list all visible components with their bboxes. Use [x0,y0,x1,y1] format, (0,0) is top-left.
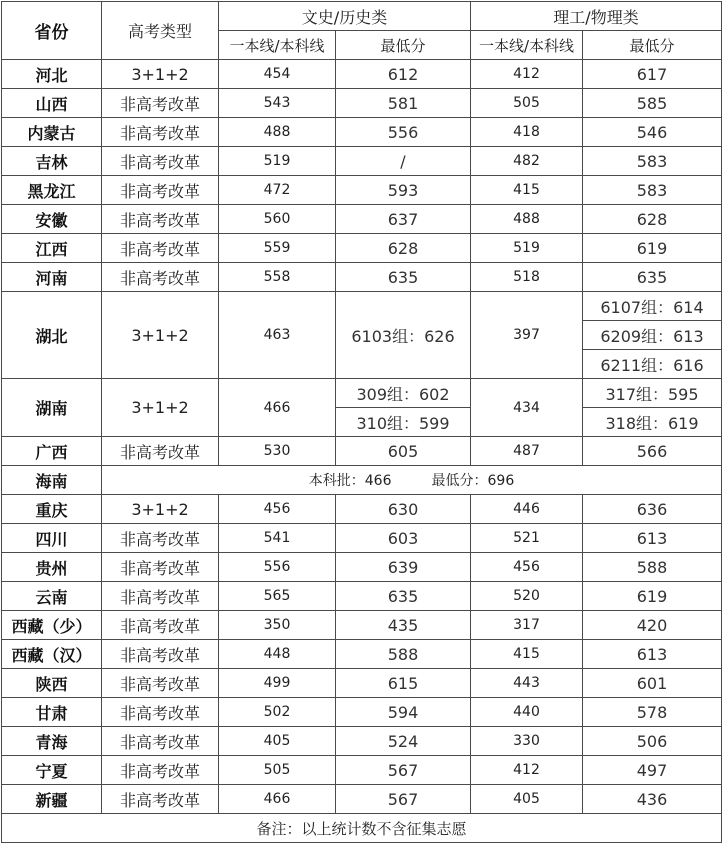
arts-line-header: 一本线/本科线 [219,31,336,60]
exam-type-cell: 非高考改革 [102,176,219,205]
arts-line-cell: 466 [219,785,336,814]
province-cell: 青海 [2,727,102,756]
province-cell: 陕西 [2,669,102,698]
province-cell: 安徽 [2,205,102,234]
science-min-cell: 546 [583,118,722,147]
table-row [2,292,722,321]
province-cell: 甘肃 [2,698,102,727]
province-cell: 山西 [2,89,102,118]
arts-line-cell: 488 [219,118,336,147]
arts-min-cell: / [336,147,471,176]
arts-line-cell: 559 [219,234,336,263]
arts-min-cell: 524 [336,727,471,756]
science-line-cell: 487 [471,437,583,466]
province-cell: 四川 [2,524,102,553]
arts-line-cell: 565 [219,582,336,611]
table-row [2,524,722,553]
province-cell: 海南 [2,466,102,495]
table-row [2,263,722,292]
arts-line-cell: 556 [219,553,336,582]
arts-line-cell: 505 [219,756,336,785]
science-min-cell: 583 [583,147,722,176]
arts-min-cell: 605 [336,437,471,466]
arts-group-cell: 310组：599 [336,408,471,437]
science-min-header: 最低分 [583,31,722,60]
arts-line-cell: 472 [219,176,336,205]
science-min-cell: 497 [583,756,722,785]
science-line-cell: 482 [471,147,583,176]
exam-type-cell: 非高考改革 [102,669,219,698]
exam-type-cell: 非高考改革 [102,89,219,118]
province-cell: 贵州 [2,553,102,582]
science-line-cell: 412 [471,756,583,785]
arts-min-cell: 635 [336,582,471,611]
science-line-cell: 405 [471,785,583,814]
table-row [2,379,722,408]
science-line-cell: 412 [471,60,583,89]
exam-type-cell: 非高考改革 [102,611,219,640]
table-row [2,785,722,814]
science-line-cell: 520 [471,582,583,611]
exam-type-cell: 非高考改革 [102,582,219,611]
science-min-cell: 588 [583,553,722,582]
science-min-cell: 583 [583,176,722,205]
science-min-cell: 619 [583,234,722,263]
arts-line-cell: 463 [219,292,336,379]
table-row [2,669,722,698]
arts-min-cell: 603 [336,524,471,553]
science-min-cell: 585 [583,89,722,118]
arts-line-cell: 560 [219,205,336,234]
exam-type-cell: 3+1+2 [102,60,219,89]
arts-min-cell: 635 [336,263,471,292]
science-group-cell: 317组：595 [583,379,722,408]
province-cell: 西藏（少） [2,611,102,640]
arts-min-cell: 588 [336,640,471,669]
arts-min-cell: 637 [336,205,471,234]
science-min-cell: 601 [583,669,722,698]
science-min-cell: 636 [583,495,722,524]
province-cell: 江西 [2,234,102,263]
arts-line-cell: 499 [219,669,336,698]
arts-line-cell: 405 [219,727,336,756]
hainan-min-label: 最低分：696 [431,473,515,489]
science-group-cell: 6211组：616 [583,350,722,379]
science-min-cell: 617 [583,60,722,89]
table-row [2,466,722,495]
science-line-cell: 415 [471,640,583,669]
arts-min-cell: 594 [336,698,471,727]
science-line-cell: 518 [471,263,583,292]
science-line-cell: 488 [471,205,583,234]
exam-type-cell: 3+1+2 [102,379,219,437]
table-row [2,89,722,118]
header-row-1 [2,2,722,31]
table-row [2,176,722,205]
table-row [2,553,722,582]
exam-type-cell: 3+1+2 [102,495,219,524]
exam-type-cell: 非高考改革 [102,524,219,553]
arts-min-cell: 639 [336,553,471,582]
science-min-cell: 578 [583,698,722,727]
arts-group-cell: 309组：602 [336,379,471,408]
arts-min-header: 最低分 [336,31,471,60]
admission-scores-table [1,1,722,843]
arts-min-cell: 567 [336,756,471,785]
province-cell: 河南 [2,263,102,292]
table-row [2,118,722,147]
note-row [2,814,722,843]
province-cell: 宁夏 [2,756,102,785]
table-row [2,205,722,234]
arts-line-cell: 543 [219,89,336,118]
exam-type-cell: 非高考改革 [102,640,219,669]
province-cell: 河北 [2,60,102,89]
exam-type-cell: 非高考改革 [102,263,219,292]
province-cell: 云南 [2,582,102,611]
science-line-cell: 330 [471,727,583,756]
province-header: 省份 [2,2,102,60]
hainan-bachelor-label: 本科批：466 [308,473,392,489]
table-row [2,147,722,176]
exam-type-cell: 非高考改革 [102,205,219,234]
exam-type-cell: 非高考改革 [102,785,219,814]
province-cell: 湖北 [2,292,102,379]
exam-type-cell: 3+1+2 [102,292,219,379]
science-line-cell: 519 [471,234,583,263]
arts-min-cell: 615 [336,669,471,698]
table-row [2,727,722,756]
science-line-cell: 505 [471,89,583,118]
province-cell: 黑龙江 [2,176,102,205]
arts-min-cell: 556 [336,118,471,147]
exam-type-cell: 非高考改革 [102,118,219,147]
arts-min-cell: 630 [336,495,471,524]
science-min-cell: 436 [583,785,722,814]
science-line-header: 一本线/本科线 [471,31,583,60]
table-row [2,495,722,524]
exam-type-cell: 非高考改革 [102,553,219,582]
exam-type-header: 高考类型 [102,2,219,60]
science-line-cell: 443 [471,669,583,698]
arts-line-cell: 502 [219,698,336,727]
table-row [2,756,722,785]
arts-line-cell: 558 [219,263,336,292]
science-min-cell: 635 [583,263,722,292]
table-row [2,698,722,727]
exam-type-cell: 非高考改革 [102,698,219,727]
arts-min-cell: 435 [336,611,471,640]
arts-min-cell: 628 [336,234,471,263]
exam-type-cell: 非高考改革 [102,756,219,785]
science-line-cell: 446 [471,495,583,524]
province-cell: 新疆 [2,785,102,814]
arts-line-cell: 519 [219,147,336,176]
science-min-cell: 613 [583,524,722,553]
science-line-cell: 397 [471,292,583,379]
science-line-cell: 440 [471,698,583,727]
science-group-cell: 318组：619 [583,408,722,437]
arts-min-cell: 593 [336,176,471,205]
science-min-cell: 619 [583,582,722,611]
science-line-cell: 418 [471,118,583,147]
science-line-cell: 521 [471,524,583,553]
science-min-cell: 566 [583,437,722,466]
arts-line-cell: 466 [219,379,336,437]
science-line-cell: 456 [471,553,583,582]
table-row [2,640,722,669]
exam-type-cell: 非高考改革 [102,727,219,756]
province-cell: 广西 [2,437,102,466]
province-cell: 西藏（汉） [2,640,102,669]
footnote-cell: 备注：以上统计数不含征集志愿 [2,814,722,843]
science-line-cell: 434 [471,379,583,437]
table-row [2,611,722,640]
arts-min-cell: 581 [336,89,471,118]
science-min-cell: 506 [583,727,722,756]
arts-min-cell: 567 [336,785,471,814]
arts-min-cell: 612 [336,60,471,89]
science-line-cell: 415 [471,176,583,205]
province-cell: 湖南 [2,379,102,437]
table-row [2,582,722,611]
arts-group-header: 文史/历史类 [219,2,471,31]
science-min-cell: 613 [583,640,722,669]
hainan-merged-cell [102,466,722,495]
science-group-header: 理工/物理类 [471,2,722,31]
science-min-cell: 420 [583,611,722,640]
science-line-cell: 317 [471,611,583,640]
table-row [2,437,722,466]
arts-line-cell: 530 [219,437,336,466]
province-cell: 内蒙古 [2,118,102,147]
arts-min-cell: 6103组：626 [336,292,471,379]
science-min-cell: 628 [583,205,722,234]
arts-line-cell: 448 [219,640,336,669]
science-group-cell: 6209组：613 [583,321,722,350]
exam-type-cell: 非高考改革 [102,147,219,176]
arts-line-cell: 456 [219,495,336,524]
exam-type-cell: 非高考改革 [102,437,219,466]
arts-line-cell: 350 [219,611,336,640]
table-row [2,60,722,89]
province-cell: 吉林 [2,147,102,176]
table-row [2,234,722,263]
science-group-cell: 6107组：614 [583,292,722,321]
arts-line-cell: 454 [219,60,336,89]
exam-type-cell: 非高考改革 [102,234,219,263]
arts-line-cell: 541 [219,524,336,553]
province-cell: 重庆 [2,495,102,524]
